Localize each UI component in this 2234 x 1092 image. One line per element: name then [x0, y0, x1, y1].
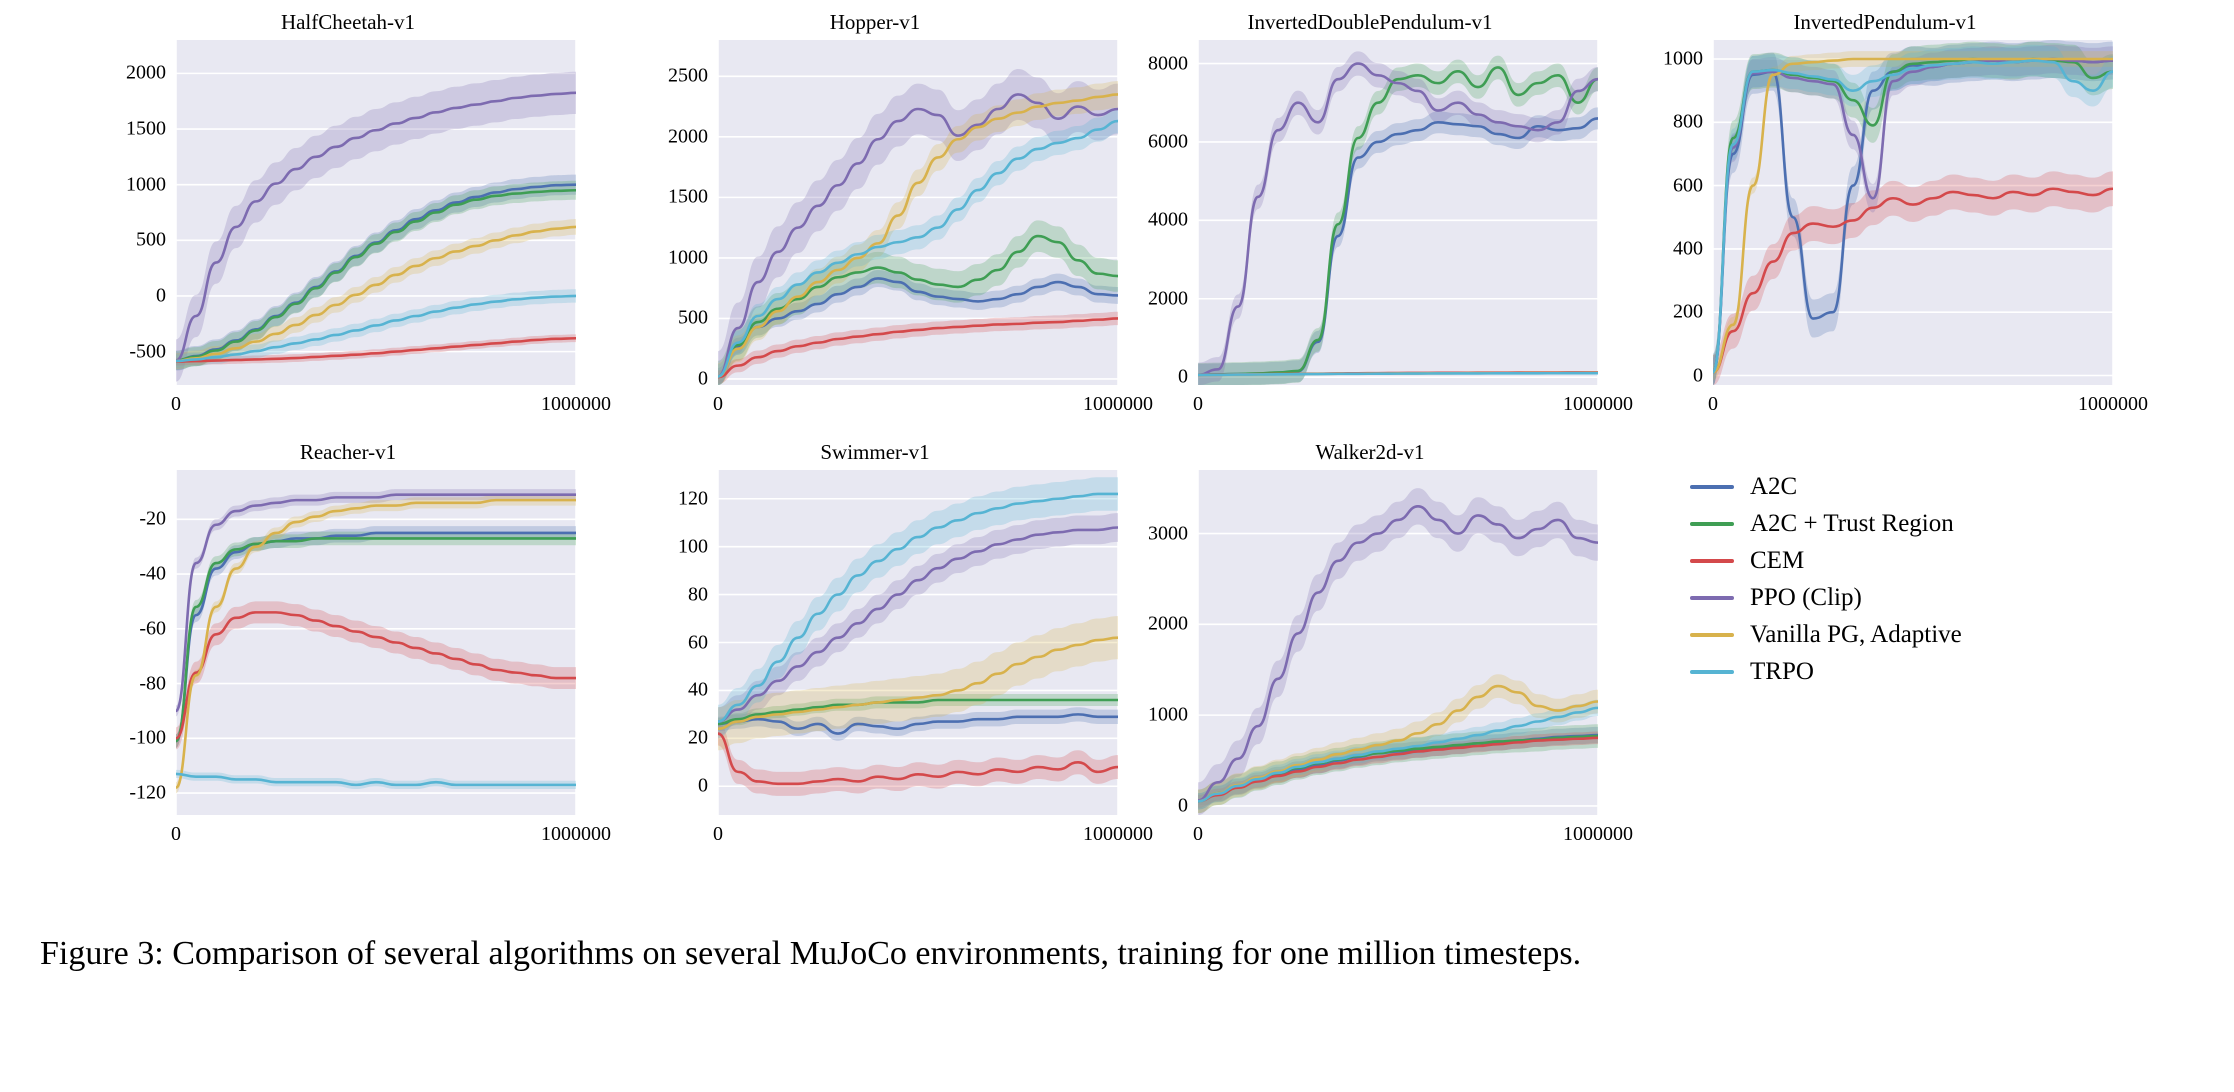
legend-label: TRPO	[1750, 657, 1814, 685]
y-tick-label: 3000	[1148, 522, 1188, 545]
panel-title: Swimmer-v1	[820, 440, 930, 464]
y-tick-label: -60	[139, 617, 166, 640]
y-tick-label: -500	[129, 340, 166, 363]
legend-item	[1690, 542, 2110, 579]
y-tick-label: 800	[1673, 110, 1703, 133]
chart-panel-swimmer-v1	[630, 440, 1153, 845]
y-tick-label: -80	[139, 672, 166, 695]
y-tick-label: -20	[139, 507, 166, 530]
y-tick-label: 2000	[1148, 287, 1188, 310]
y-tick-label: 0	[698, 367, 708, 390]
y-tick-label: 2000	[1148, 612, 1188, 635]
legend-item	[1690, 468, 2110, 505]
x-tick-label: 1000000	[1563, 823, 1633, 845]
x-tick-label: 1000000	[541, 823, 611, 845]
y-tick-label: 20	[688, 726, 708, 749]
y-tick-label: -100	[129, 726, 166, 749]
y-tick-label: 200	[1673, 300, 1703, 323]
legend-label: A2C + Trust Region	[1750, 509, 1954, 537]
y-tick-label: 0	[698, 774, 708, 797]
panel-title: Hopper-v1	[829, 10, 921, 34]
panel-title: InvertedDoublePendulum-v1	[1247, 10, 1493, 34]
x-tick-label: 0	[1193, 393, 1203, 415]
legend-color-swatch	[1690, 485, 1734, 489]
legend-color-swatch	[1690, 633, 1734, 637]
y-tick-label: 2500	[668, 64, 708, 87]
panel-title: HalfCheetah-v1	[280, 10, 416, 34]
plot-area	[1713, 40, 2113, 385]
y-tick-label: 0	[156, 284, 166, 307]
panel-title: Walker2d-v1	[1315, 440, 1425, 464]
y-tick-label: -120	[129, 781, 166, 804]
y-tick-label: 1000	[126, 173, 166, 196]
chart-panel-invertedpendulum-v1	[1655, 10, 2148, 415]
legend-label: CEM	[1750, 546, 1805, 574]
legend-color-swatch	[1690, 559, 1734, 563]
plot-area	[718, 40, 1118, 385]
x-tick-label: 1000000	[1083, 393, 1153, 415]
plot-area	[176, 40, 576, 385]
x-tick-label: 0	[713, 393, 723, 415]
chart-panel-hopper-v1	[630, 10, 1153, 415]
y-tick-label: 60	[688, 631, 708, 653]
y-tick-label: 0	[1693, 364, 1703, 386]
figure-caption: Figure 3: Comparison of several algorithms on several MuJoCo environments, training for one million timesteps.	[40, 935, 1582, 972]
y-tick-label: 2000	[126, 61, 166, 84]
chart-panel-reacher-v1	[118, 440, 611, 845]
y-tick-label: 100	[678, 535, 708, 558]
panel-title: Reacher-v1	[299, 440, 397, 464]
legend-label: A2C	[1750, 472, 1798, 500]
legend-label: PPO (Clip)	[1750, 583, 1862, 611]
x-tick-label: 1000000	[2078, 393, 2148, 415]
legend-color-swatch	[1690, 522, 1734, 526]
legend-item	[1690, 505, 2110, 542]
legend-color-swatch	[1690, 670, 1734, 674]
y-tick-label: 8000	[1148, 52, 1188, 75]
y-tick-label: 1000	[1148, 703, 1188, 726]
y-tick-label: 1000	[668, 246, 708, 269]
x-tick-label: 0	[1193, 823, 1203, 845]
plot-area	[718, 470, 1118, 815]
legend-label: Vanilla PG, Adaptive	[1750, 620, 1962, 648]
y-tick-label: 0	[1178, 365, 1188, 388]
y-tick-label: 1000	[1663, 47, 1703, 70]
y-tick-label: 4000	[1148, 208, 1188, 231]
x-tick-label: 0	[171, 823, 181, 845]
y-tick-label: 500	[136, 228, 166, 251]
panel-title: InvertedPendulum-v1	[1793, 10, 1977, 34]
legend-item	[1690, 579, 2110, 616]
chart-legend	[1690, 468, 2110, 690]
y-tick-label: 6000	[1148, 130, 1188, 153]
legend-item	[1690, 653, 2110, 690]
chart-panel-halfcheetah-v1	[118, 10, 611, 415]
x-tick-label: 0	[713, 823, 723, 845]
y-tick-label: 40	[688, 678, 708, 701]
x-tick-label: 0	[171, 393, 181, 415]
y-tick-label: -40	[139, 562, 166, 585]
y-tick-label: 120	[678, 487, 708, 510]
y-tick-label: 600	[1673, 174, 1703, 197]
x-tick-label: 1000000	[1563, 393, 1633, 415]
x-tick-label: 0	[1708, 393, 1718, 415]
x-tick-label: 1000000	[1083, 823, 1153, 845]
y-tick-label: 80	[688, 583, 708, 606]
chart-panel-walker2d-v1	[1140, 440, 1633, 845]
x-tick-label: 1000000	[541, 393, 611, 415]
y-tick-label: 0	[1178, 794, 1188, 817]
y-tick-label: 500	[678, 306, 708, 329]
y-tick-label: 1500	[668, 185, 708, 208]
y-tick-label: 2000	[668, 125, 708, 148]
y-tick-label: 400	[1673, 237, 1703, 260]
plot-area	[176, 470, 576, 815]
legend-color-swatch	[1690, 596, 1734, 600]
chart-panel-inverteddoublependulum-v1	[1140, 10, 1633, 415]
y-tick-label: 1500	[126, 117, 166, 140]
legend-item	[1690, 616, 2110, 653]
plot-area	[1198, 40, 1598, 385]
plot-area	[1198, 470, 1598, 815]
